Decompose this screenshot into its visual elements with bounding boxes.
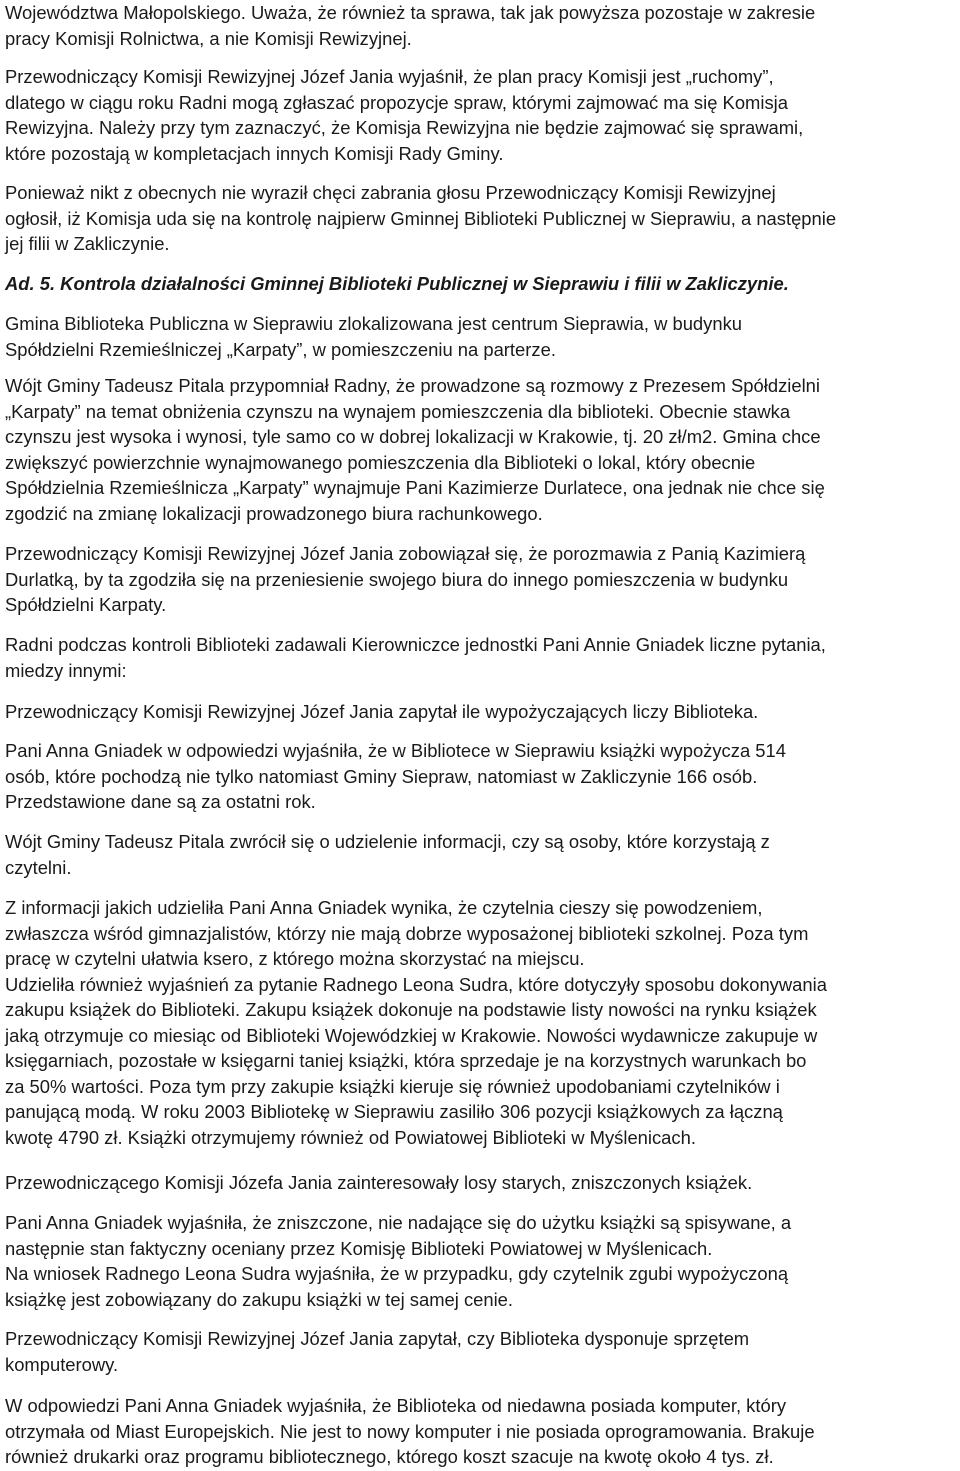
text-line: Z informacji jakich udzieliła Pani Anna Gniadek wynika, że czytelnia cieszy się powodzeniem, — [5, 897, 763, 918]
paragraph-6 — [5, 541, 805, 618]
text-line: pracy Komisji Rolnictwa, a nie Komisji Rewizyjnej. — [5, 27, 412, 49]
text-line: zgodzić na zmianę lokalizacji prowadzonego biura rachunkowego. — [5, 502, 543, 524]
heading-line: Ad. 5. Kontrola działalności Gminnej Biblioteki Publicznej w Sieprawiu i filii w Zakliczynie. — [5, 273, 789, 294]
paragraph-15 — [5, 1393, 815, 1470]
paragraph-3 — [5, 180, 836, 257]
text-line: Rewizyjna. Należy przy tym zaznaczyć, że Komisja Rewizyjna nie będzie zajmować się sprawami, — [5, 117, 804, 138]
text-line: jej filii w Zakliczynie. — [5, 233, 170, 254]
paragraph-12 — [5, 1170, 752, 1196]
text-line: za 50% wartości. Poza tym przy zakupie książki kieruje się również upodobaniami czytelników i — [5, 1075, 780, 1097]
text-line: osób, które pochodzą nie tylko natomiast Gminy Siepraw, natomiast w Zakliczynie 166 osób. — [5, 765, 758, 787]
text-line: jaką otrzymuje co miesiąc od Biblioteki Wojewódzkiej w Krakowie. Nowości wydawnicze zakupuje w — [5, 1024, 818, 1046]
paragraph-14 — [5, 1326, 749, 1377]
text-line: Ponieważ nikt z obecnych nie wyraził chęci zabrania głosu Przewodniczący Komisji Rewizyjnej — [5, 182, 776, 203]
text-line: Na wniosek Radnego Leona Sudra wyjaśniła, że w przypadku, gdy czytelnik zgubi wypożyczoną — [5, 1263, 789, 1284]
text-line: również drukarki oraz programu bibliotecznego, którego koszt szacuje na kwotę około 4 tys. zł. — [5, 1446, 774, 1467]
text-line: czytelni. — [5, 856, 72, 878]
text-line: Spółdzielni Karpaty. — [5, 594, 167, 615]
text-line: ogłosił, iż Komisja uda się na kontrolę najpierw Gminnej Biblioteki Publicznej w Sieprawiu, a następnie — [5, 207, 837, 229]
text-line: Pani Anna Gniadek wyjaśniła, że zniszczone, nie nadające się do użytku książki są spisywane, a — [5, 1212, 792, 1233]
text-line: Przewodniczącego Komisji Józefa Jania zainteresowały losy starych, zniszczonych książek. — [5, 1172, 753, 1193]
text-line: pracę w czytelni ułatwia ksero, z którego można skorzystać na miejscu. — [5, 948, 585, 969]
text-line: Spółdzielni Rzemieślniczej „Karpaty”, w pomieszczeniu na parterze. — [5, 338, 556, 360]
text-line: Przewodniczący Komisji Rewizyjnej Józef Jania wyjaśnił, że plan pracy Komisji jest „ruchomy”, — [5, 66, 774, 87]
text-line: Gmina Biblioteka Publiczna w Sieprawiu zlokalizowana jest centrum Sieprawia, w budynku — [5, 313, 742, 334]
text-line: Radni podczas kontroli Biblioteki zadawali Kierowniczce jednostki Pani Annie Gniadek liczne pytania, — [5, 634, 826, 655]
text-line: Przedstawione dane są za ostatni rok. — [5, 791, 316, 812]
text-line: zakupu książek do Biblioteki. Zakupu książek dokonuje na podstawie listy nowości na rynku książek — [5, 999, 817, 1020]
paragraph-5 — [5, 373, 825, 526]
paragraph-8 — [5, 699, 758, 725]
text-line: miedzy innymi: — [5, 659, 127, 681]
text-line: dlatego w ciągu roku Radni mogą zgłaszać propozycje spraw, którymi zajmować ma się Komisja — [5, 91, 788, 113]
text-line: panującą modą. W roku 2003 Bibliotekę w Sieprawiu zasiliło 306 pozycji książkowych za łączną — [5, 1101, 783, 1122]
text-line: książkę jest zobowiązany do zakupu książki w tej samej cenie. — [5, 1288, 514, 1310]
text-line: Durlatką, by ta zgodziła się na przeniesienie swojego biura do innego pomieszczenia w budynku — [5, 568, 789, 590]
text-line: „Karpaty” na temat obniżenia czynszu na wynajem pomieszczenia dla biblioteki. Obecnie stawka — [5, 400, 791, 422]
text-line: Udzieliła również wyjaśnień za pytanie Radnego Leona Sudra, które dotyczyły sposobu dokonywania — [5, 973, 827, 995]
text-line: zwłaszcza wśród gimnazjalistów, którzy nie mają dobrze wyposażonej biblioteki szkolnej. Poza tym — [5, 922, 809, 944]
text-line: Przewodniczący Komisji Rewizyjnej Józef Jania zapytał ile wypożyczających liczy Biblioteka. — [5, 701, 759, 722]
text-line: kwotę 4790 zł. Książki otrzymujemy również od Powiatowej Biblioteki w Myślenicach. — [5, 1126, 696, 1148]
text-line: Wójt Gminy Tadeusz Pitala zwrócił się o udzielenie informacji, czy są osoby, które korzystają z — [5, 831, 770, 852]
paragraph-9 — [5, 738, 786, 815]
text-line: następnie stan faktyczny oceniany przez Komisję Biblioteki Powiatowej w Myślenicach. — [5, 1237, 713, 1259]
section-heading-ad-5 — [5, 271, 789, 297]
text-line: otrzymała od Miast Europejskich. Nie jest to nowy komputer i nie posiada oprogramowania. Brakuje — [5, 1420, 815, 1442]
paragraph-1 — [5, 0, 815, 51]
paragraph-13 — [5, 1210, 791, 1312]
paragraph-11 — [5, 895, 827, 1150]
text-line: W odpowiedzi Pani Anna Gniadek wyjaśniła, że Biblioteka od niedawna posiada komputer, który — [5, 1395, 787, 1416]
text-line: czynszu jest wysoka i wynosi, tyle samo co w dobrej lokalizacji w Krakowie, tj. 20 zł/m2. Gmina chce — [5, 426, 821, 447]
text-line: Pani Anna Gniadek w odpowiedzi wyjaśniła, że w Bibliotece w Sieprawiu książki wypożycza 514 — [5, 740, 786, 761]
text-line: Przewodniczący Komisji Rewizyjnej Józef Jania zobowiązał się, że porozmawia z Panią Kazimierą — [5, 543, 806, 564]
paragraph-2 — [5, 64, 803, 166]
text-line: Przewodniczący Komisji Rewizyjnej Józef Jania zapytał, czy Biblioteka dysponuje sprzętem — [5, 1328, 750, 1349]
paragraph-10 — [5, 829, 770, 880]
text-line: Wójt Gminy Tadeusz Pitala przypomniał Radny, że prowadzone są rozmowy z Prezesem Spółdzielni — [5, 375, 820, 396]
paragraph-4 — [5, 311, 742, 362]
text-line: komputerowy. — [5, 1353, 119, 1375]
text-line: księgarniach, pozostałe w księgarni taniej książki, która sprzedaje je na korzystnych warunkach bo — [5, 1050, 807, 1071]
text-line: Województwa Małopolskiego. Uważa, że również ta sprawa, tak jak powyższa pozostaje w zakresie — [5, 2, 816, 23]
text-line: które pozostają w kompletacjach innych Komisji Rady Gminy. — [5, 142, 504, 164]
text-line: zwiększyć powierzchnie wynajmowanego pomieszczenia dla Biblioteki o lokal, który obecnie — [5, 451, 756, 473]
text-line: Spółdzielnia Rzemieślnicza „Karpaty” wynajmuje Pani Kazimierze Durlatece, ona jednak nie chce się — [5, 477, 825, 498]
paragraph-7 — [5, 632, 826, 683]
